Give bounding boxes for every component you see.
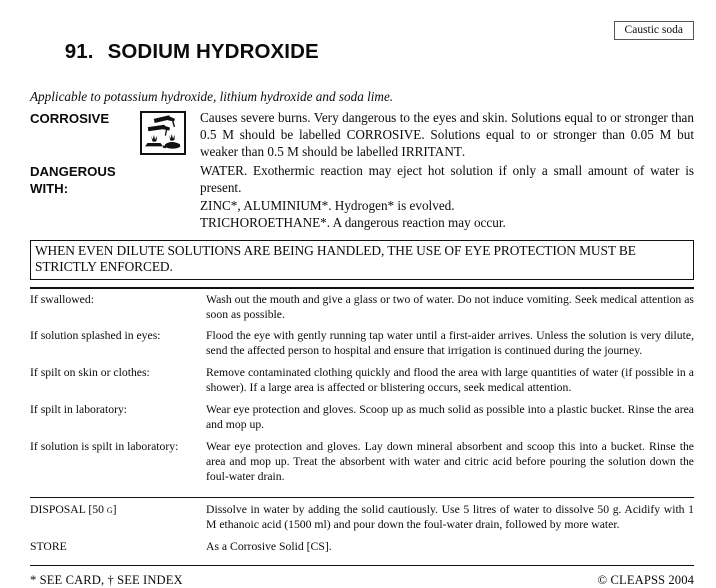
store-description: As a Corrosive Solid [CS]. <box>206 539 332 553</box>
first-aid-description: Wear eye protection and gloves. Scoop up as much solid as possible into a plastic bucket. Rinse the area and mop up. <box>206 403 694 432</box>
first-aid-term: If swallowed: <box>30 292 94 306</box>
corrosive-text-part-2: . Solutions equal to or stronger than 0.05 M but weaker than 0.5 M should be labelled <box>200 127 694 159</box>
first-aid-term: If solution is spilt in laboratory: <box>30 440 179 454</box>
corrosive-icon <box>140 111 186 155</box>
corrosive-text-part-3: . <box>461 143 466 159</box>
first-aid-term: If spilt on skin or clothes: <box>30 366 150 380</box>
substance-name: SODIUM HYDROXIDE <box>107 39 319 63</box>
disposal-description: Dissolve in water by adding the solid cautiously. Use 5 litres of water to dissolve 50 g. Acidify with 1 M ethanoic acid (1500 ml) and pour down the foul-water drain, followed by more water. <box>206 503 694 532</box>
store-term: STORE <box>30 539 67 553</box>
table-row <box>30 293 694 330</box>
table-row <box>30 539 694 560</box>
divider-above-footer <box>30 565 694 566</box>
table-row <box>30 403 694 440</box>
corrosive-block <box>30 110 694 161</box>
dangerous-with-block <box>30 163 694 233</box>
divider-above-disposal <box>30 497 694 498</box>
table-row <box>30 502 694 538</box>
copyright-notice: © CLEAPSS 2004 <box>597 572 694 587</box>
page-footer <box>30 570 694 588</box>
page-title <box>30 18 319 86</box>
first-aid-term: If spilt in laboratory: <box>30 403 128 417</box>
corrosive-description <box>198 110 694 161</box>
irritant-smallcaps: IRRITANT <box>401 143 462 159</box>
table-row <box>30 366 694 403</box>
corrosive-description-text <box>200 110 694 160</box>
first-aid-description: Wash out the mouth and give a glass or two of water. Do not induce vomiting. Seek medical attention as soon as possible. <box>206 292 694 321</box>
divider-above-first-aid <box>30 287 694 289</box>
page-header <box>30 18 694 86</box>
first-aid-term: If solution splashed in eyes: <box>30 329 161 343</box>
corrosive-smallcaps-1: CORROSIVE <box>346 127 422 143</box>
corrosive-text-part-1: Causes severe burns. Very dangerous to the eyes and skin. Solutions equal to or stronger than 0.5 M should be labelled <box>200 110 694 143</box>
dangerous-with-item: ZINC*, ALUMINIUM*. Hydrogen* is evolved. <box>200 197 455 213</box>
synonym-box: Caustic soda <box>614 21 694 40</box>
eye-protection-warning-box: WHEN EVEN DILUTE SOLUTIONS ARE BEING HANDLED, THE USE OF EYE PROTECTION MUST BE STRICTLY ENFORCED. <box>30 240 694 280</box>
disposal-store-table <box>30 502 694 560</box>
disposal-term: DISPOSAL [50 g] <box>30 503 117 517</box>
dangerous-with-list <box>140 163 694 233</box>
dangerous-with-item: WATER. Exothermic reaction may eject hot solution if only a small amount of water is present. <box>200 163 694 195</box>
first-aid-description: Wear eye protection and gloves. Lay down mineral absorbent and scoop this into a bucket. Rinse the area and mop up. Treat the absorbent with water and citric acid before pouring the solution down the foul-water drain. <box>206 440 694 484</box>
corrosive-label: CORROSIVE <box>30 111 110 127</box>
hazard-symbol-cell <box>140 110 198 155</box>
card-number: 91. <box>64 39 94 63</box>
table-row <box>30 440 694 492</box>
applicable-note: Applicable to potassium hydroxide, lithium hydroxide and soda lime. <box>30 88 394 104</box>
first-aid-table <box>30 293 694 493</box>
first-aid-description: Remove contaminated clothing quickly and flood the area with large quantities of water (if possible in a shower). If a large area is affected or blistering occurs, seek medical attention. <box>206 366 694 395</box>
table-row <box>30 329 694 366</box>
first-aid-description: Flood the eye with gently running tap water until a first-aider arrives. Unless the solution is very dilute, send the affected person to hospital and ensure that irrigation is continued during the journey. <box>206 329 694 358</box>
dangerous-with-item: TRICHOROETHANE*. A dangerous reaction may occur. <box>200 215 506 231</box>
footnote-legend: * SEE CARD, † SEE INDEX <box>30 572 183 587</box>
dangerous-with-label: DANGEROUS WITH: <box>30 164 116 196</box>
